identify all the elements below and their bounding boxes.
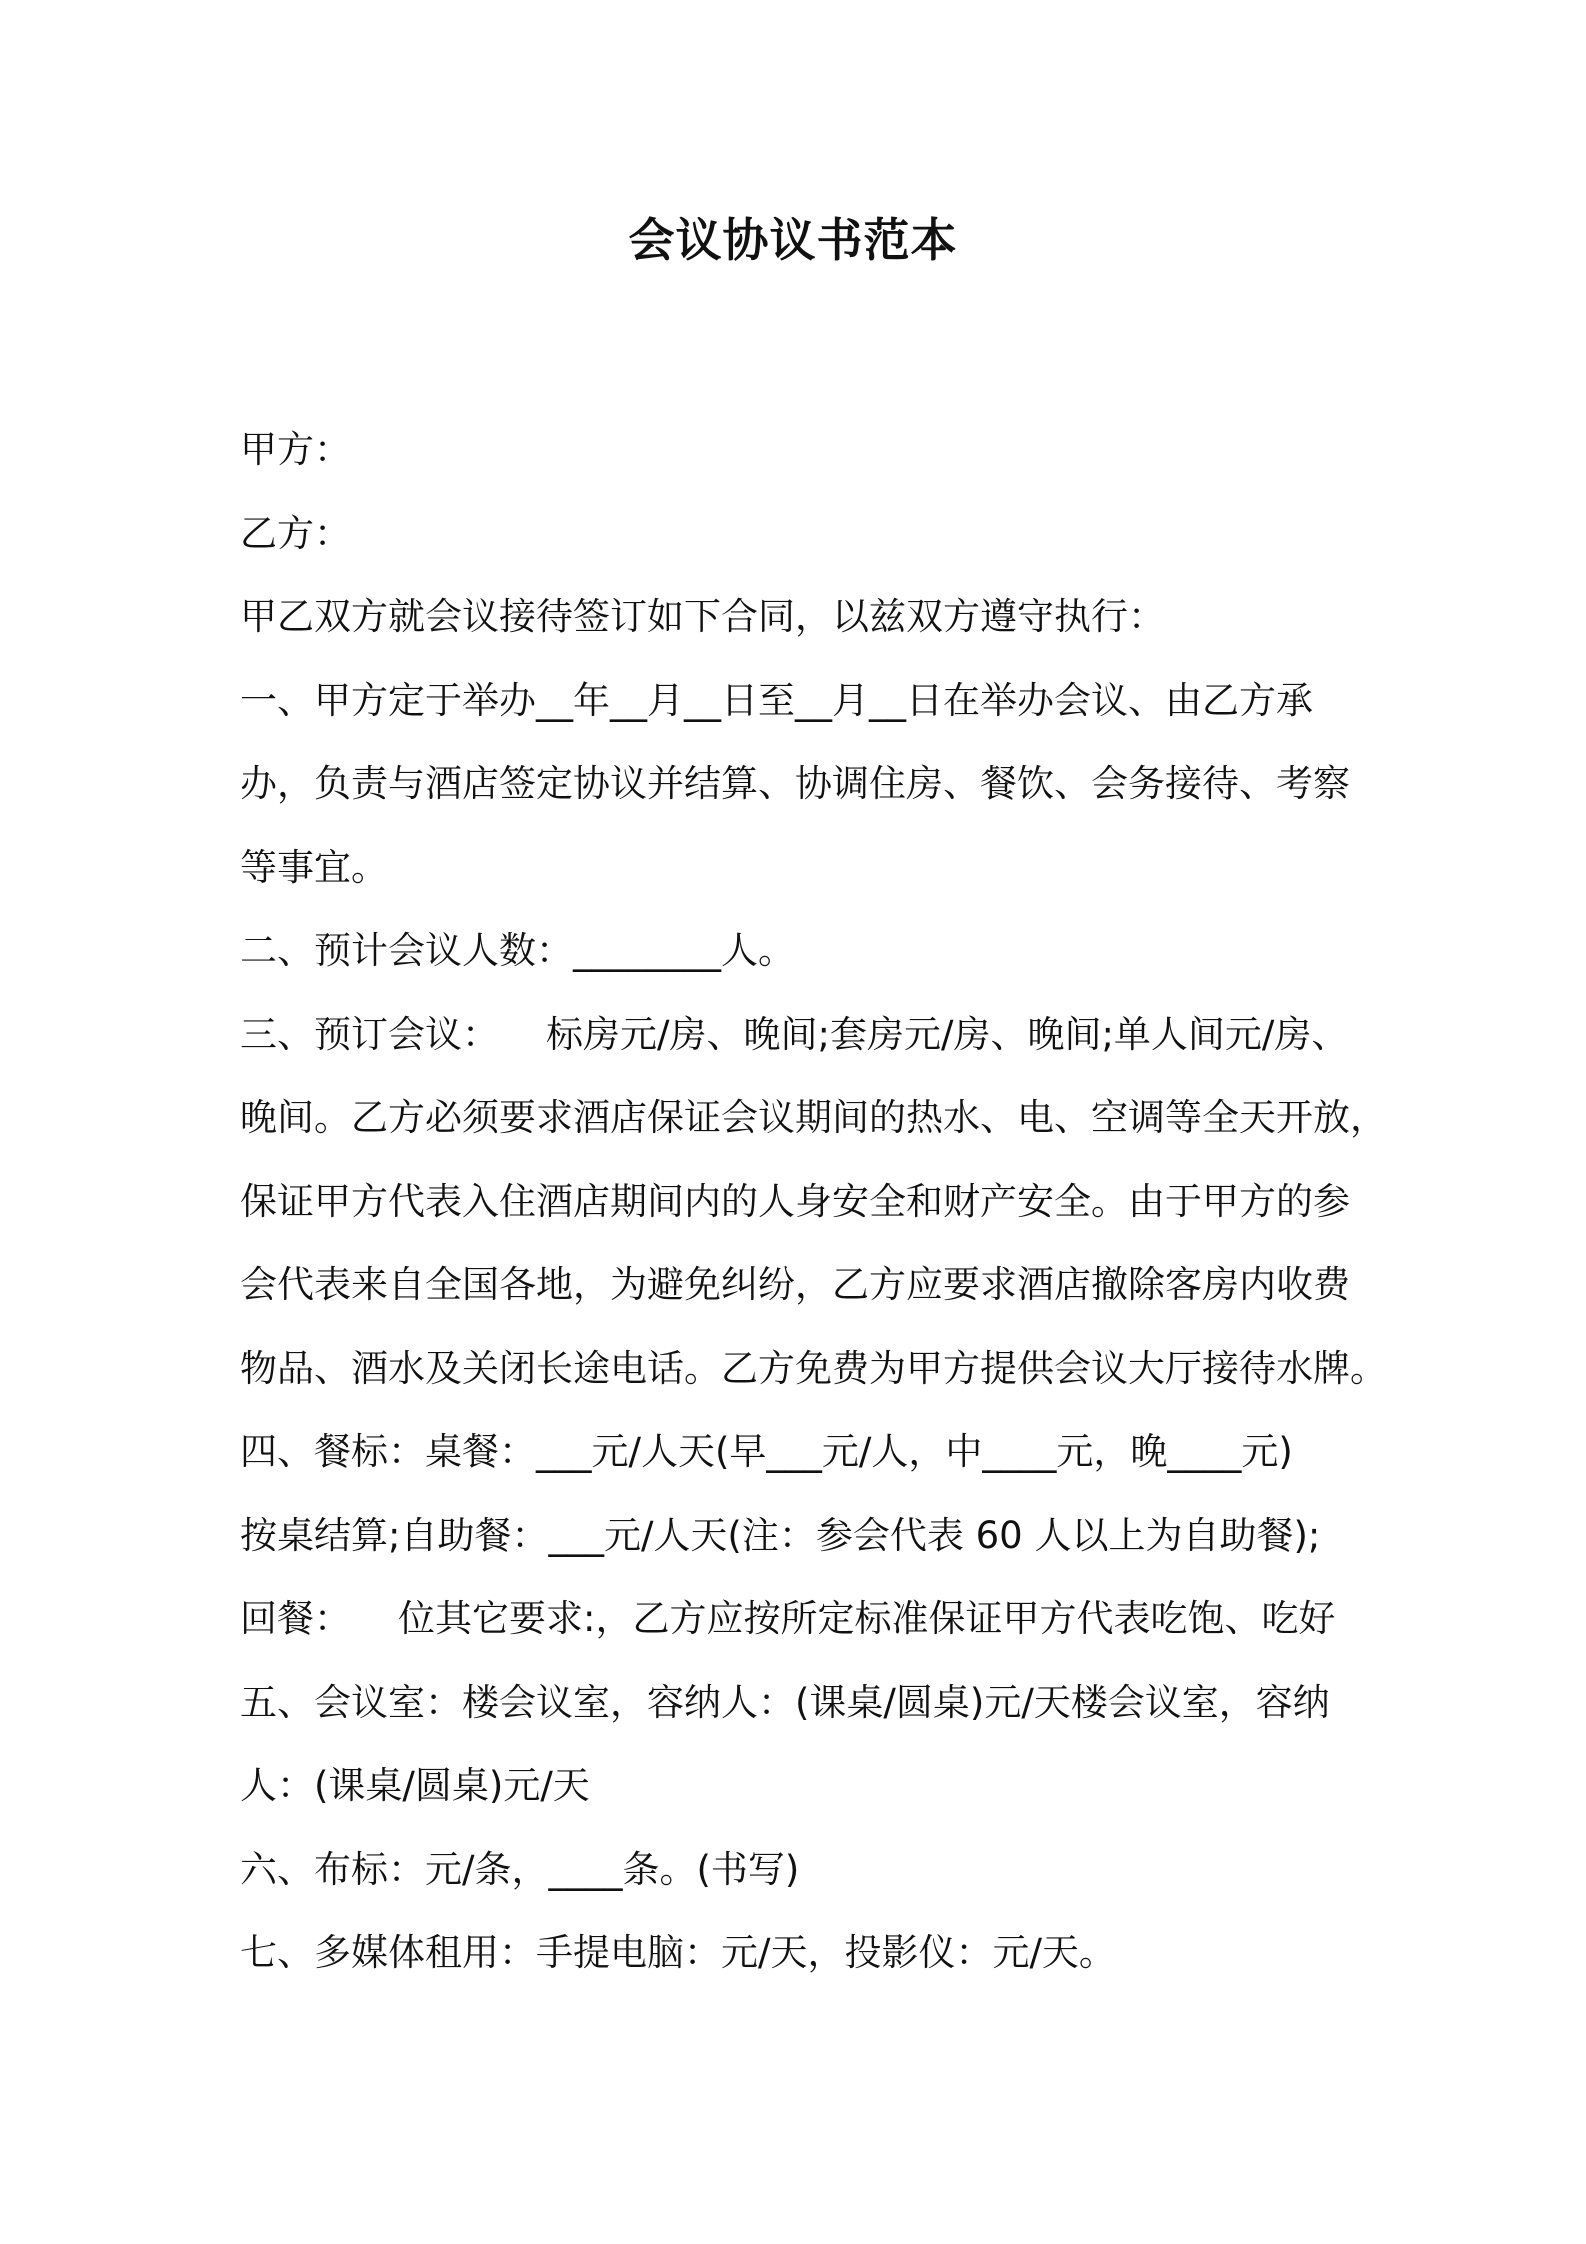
clause-2-line-1: 二、预计会议人数：________人。 [240, 929, 795, 972]
clause-7-line-1: 七、多媒体租用：手提电脑：元/天，投影仪：元/天。 [240, 1931, 1116, 1974]
party-a-line: 甲方： [240, 428, 351, 471]
clause-4-line-3: 回餐： 位其它要求:，乙方应按所定标准保证甲方代表吃饱、吃好 [240, 1597, 1336, 1640]
clause-1-line-2: 办，负责与酒店签定协议并结算、协调住房、餐饮、会务接待、考察 [240, 762, 1350, 805]
clause-1-line-3: 等事宜。 [240, 845, 388, 889]
clause-3-line-1: 三、预订会议： 标房元/房、晚间;套房元/房、晚间;单人间元/房、 [240, 1012, 1349, 1056]
clause-3-line-4: 会代表来自全国各地，为避免纠纷，乙方应要求酒店撤除客房内收费 [240, 1263, 1350, 1306]
clause-4-line-1: 四、餐标：桌餐：___元/人天(早___元/人，中____元，晚____元) [240, 1430, 1293, 1473]
clause-1-line-1: 一、甲方定于举办__年__月__日至__月__日在举办会议、由乙方承 [240, 678, 1313, 722]
clause-5-line-1: 五、会议室：楼会议室，容纳人：(课桌/圆桌)元/天楼会议室，容纳 [240, 1680, 1330, 1724]
clause-6-line-1: 六、布标：元/条，____条。(书写) [240, 1847, 800, 1891]
document-title: 会议协议书范本 [628, 213, 958, 267]
preamble-line: 甲乙双方就会议接待签订如下合同，以兹双方遵守执行： [240, 595, 1165, 638]
clause-3-line-5: 物品、酒水及关闭长途电话。乙方免费为甲方提供会议大厅接待水牌。 [240, 1346, 1387, 1390]
clause-3-line-2: 晚间。乙方必须要求酒店保证会议期间的热水、电、空调等全天开放， [240, 1096, 1387, 1139]
clause-3-line-3: 保证甲方代表入住酒店期间内的人身安全和财产安全。由于甲方的参 [240, 1179, 1350, 1223]
party-b-line: 乙方： [240, 511, 351, 555]
clause-4-line-2: 按桌结算;自助餐：___元/人天(注：参会代表 60 人以上为自助餐); [240, 1513, 1321, 1557]
document-body [240, 408, 1387, 1995]
clause-5-line-2: 人：(课桌/圆桌)元/天 [240, 1764, 590, 1807]
